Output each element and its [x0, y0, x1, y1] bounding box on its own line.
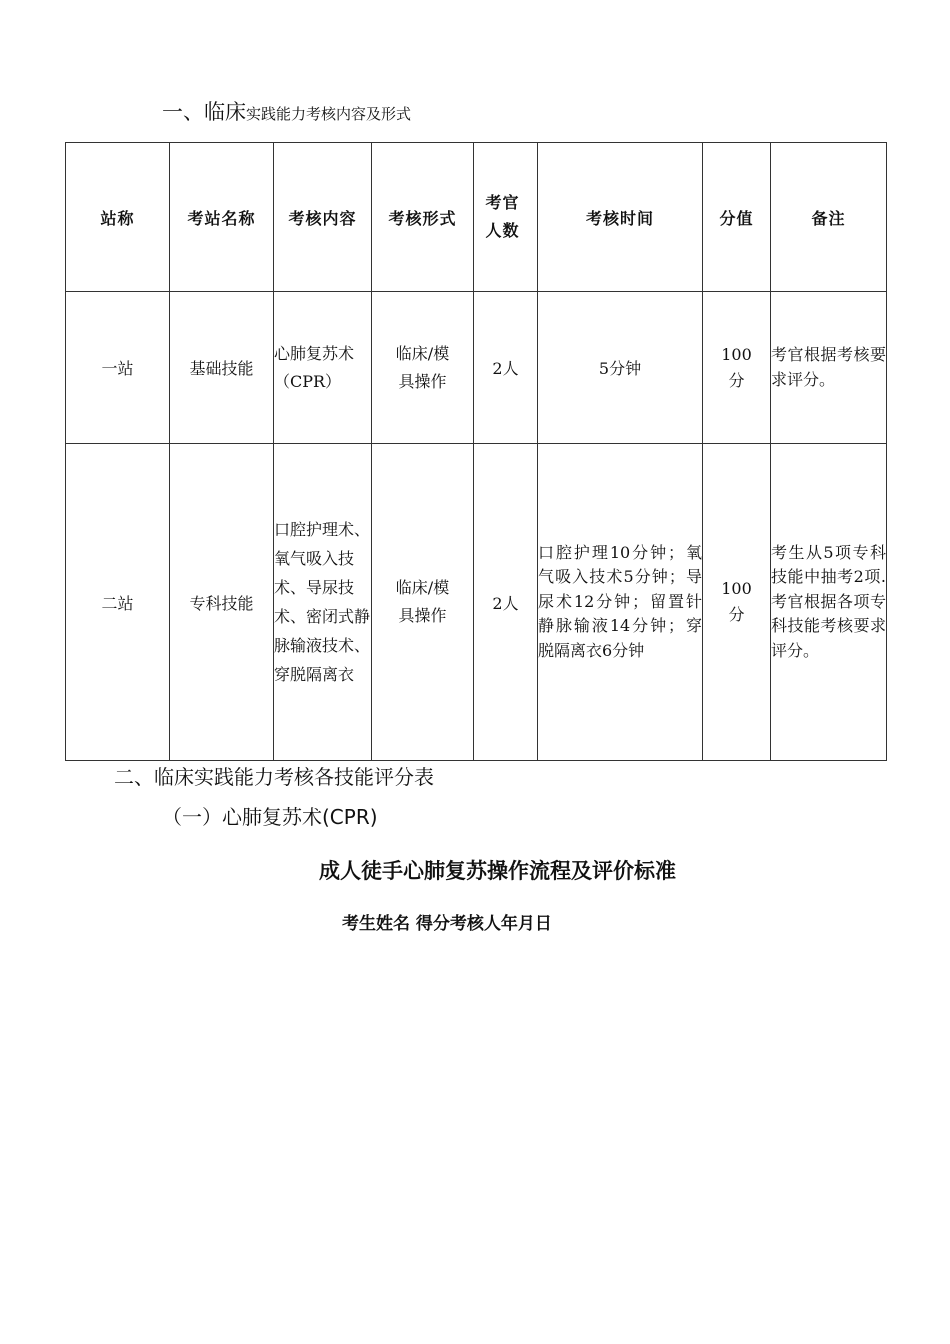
- cell-time: 口腔护理10分钟；氧气吸入技术5分钟；导尿术12分钟；留置针静脉输液14分钟；穿脱隔离衣6分钟: [538, 444, 703, 761]
- cell-content: 心肺复苏术（CPR）: [274, 292, 372, 444]
- header-remark: 备注: [771, 143, 887, 292]
- form-info-line: 考生姓名 得分考核人年月日: [342, 914, 552, 934]
- section1-heading: [162, 96, 411, 126]
- table-row: [66, 292, 887, 444]
- header-time: 考核时间: [538, 143, 703, 292]
- header-station: 站称: [66, 143, 170, 292]
- header-examiners: 考官人数: [474, 143, 538, 292]
- cell-score: 100分: [703, 292, 771, 444]
- cell-content: 口腔护理术、氧气吸入技术、导尿技术、密闭式静脉输液技术、穿脱隔离衣: [274, 444, 372, 761]
- section1-title-large: 一、临床: [162, 100, 246, 124]
- table-row: [66, 444, 887, 761]
- cell-form: 临床/模具操作: [372, 444, 474, 761]
- header-form: 考核形式: [372, 143, 474, 292]
- cell-form: 临床/模具操作: [372, 292, 474, 444]
- cell-remark: 考官根据考核要求评分。: [771, 292, 887, 444]
- subsection1-title: （一）心肺复苏术(CPR): [162, 805, 378, 829]
- cell-name: 专科技能: [170, 444, 274, 761]
- header-content: 考核内容: [274, 143, 372, 292]
- cell-station: 一站: [66, 292, 170, 444]
- cell-examiners: 2人: [474, 444, 538, 761]
- cell-examiners: 2人: [474, 292, 538, 444]
- section2-title: 二、临床实践能力考核各技能评分表: [114, 765, 434, 789]
- exam-table: [65, 142, 887, 761]
- cell-remark: 考生从5项专科技能中抽考2项.考官根据各项专科技能考核要求评分。: [771, 444, 887, 761]
- cell-time: 5分钟: [538, 292, 703, 444]
- cell-score: 100分: [703, 444, 771, 761]
- cell-station: 二站: [66, 444, 170, 761]
- table-header-row: [66, 143, 887, 292]
- section1-title-small: 实践能力考核内容及形式: [246, 105, 412, 123]
- form-title: 成人徒手心肺复苏操作流程及评价标准: [319, 859, 676, 883]
- cell-name: 基础技能: [170, 292, 274, 444]
- header-score: 分值: [703, 143, 771, 292]
- header-name: 考站名称: [170, 143, 274, 292]
